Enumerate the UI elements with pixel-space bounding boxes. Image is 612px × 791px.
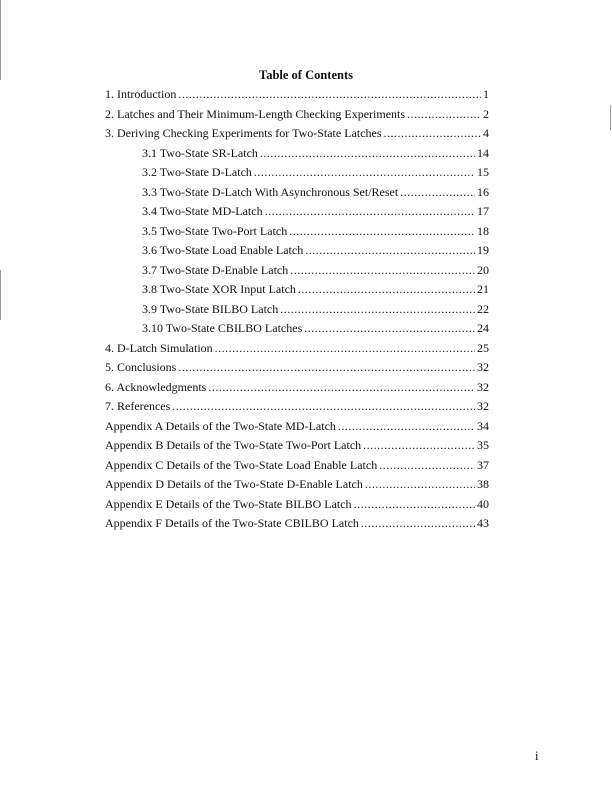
toc-entry-page: 32 [477, 379, 489, 394]
toc-entry-label: 7. References [105, 399, 171, 413]
toc-entry [105, 243, 489, 263]
dot-leader [280, 302, 475, 317]
toc-entry-label: 3.6 Two-State Load Enable Latch [142, 243, 304, 257]
toc-entry-page: 4 [483, 126, 489, 140]
toc-entry-page: 2 [483, 106, 489, 121]
toc-entry-label: 3.7 Two-State D-Enable Latch [142, 262, 289, 277]
toc-entry-label: Appendix D Details of the Two-State D-Enable Latch [105, 477, 363, 491]
toc-entry-label: Appendix E Details of the Two-State BILBO Latch [105, 496, 352, 511]
dot-leader [290, 263, 475, 278]
dot-leader [361, 516, 475, 531]
toc-entry-page: 37 [477, 457, 489, 472]
dot-leader [304, 321, 475, 336]
toc-entry [105, 185, 489, 205]
dot-leader [178, 87, 481, 102]
toc-entry-page: 1 [483, 87, 489, 101]
dot-leader [400, 185, 475, 200]
dot-leader [305, 243, 475, 258]
toc-entry-page: 24 [477, 321, 489, 335]
dot-leader [365, 477, 475, 492]
toc-entry-page: 35 [477, 438, 489, 452]
dot-leader [289, 224, 475, 239]
toc-entry-label: 3. Deriving Checking Experiments for Two-State Latches [105, 126, 382, 140]
toc-entry-page: 15 [477, 165, 489, 179]
toc-entry-page: 17 [477, 204, 489, 218]
toc-entry [105, 126, 489, 146]
dot-leader [260, 146, 475, 161]
scan-edge-mark [610, 105, 611, 130]
toc-entry-label: Appendix C Details of the Two-State Load Enable Latch [105, 457, 378, 472]
toc-entry-page: 14 [477, 145, 489, 160]
toc-entry-label: 1. Introduction [105, 87, 177, 101]
toc-entry [105, 458, 489, 478]
toc-entry [105, 321, 489, 341]
toc-entry-label: 3.4 Two-State MD-Latch [142, 204, 263, 218]
toc-entry-label: Appendix A Details of the Two-State MD-Latch [105, 418, 336, 433]
toc-entry-label: 3.9 Two-State BILBO Latch [142, 301, 279, 316]
toc-entry [105, 438, 489, 458]
toc-entry [105, 263, 489, 283]
toc-entry-page: 43 [477, 516, 489, 530]
toc-entry-page: 20 [477, 262, 489, 277]
page-number: i [535, 749, 539, 763]
dot-leader [254, 165, 475, 180]
dot-leader [363, 438, 475, 453]
dot-leader [208, 380, 475, 395]
toc-entry [105, 107, 489, 127]
toc-entry-page: 38 [477, 477, 489, 491]
toc-entry-label: Appendix B Details of the Two-State Two-Port Latch [105, 438, 362, 452]
dot-leader [338, 419, 475, 434]
toc-entry-label: 5. Conclusions [105, 360, 177, 374]
toc-entry [105, 87, 489, 107]
toc-entry [105, 380, 489, 400]
toc-entry-label: 3.10 Two-State CBILBO Latches [142, 321, 303, 335]
toc-entry-page: 16 [477, 184, 489, 199]
toc-entry-page: 32 [477, 399, 489, 413]
dot-leader [215, 341, 475, 356]
toc-entry-label: 3.1 Two-State SR-Latch [142, 145, 258, 160]
toc-entry-page: 22 [477, 301, 489, 316]
dot-leader [178, 360, 475, 375]
toc-entry [105, 497, 489, 517]
dot-leader [298, 282, 475, 297]
toc-entry-page: 19 [477, 243, 489, 257]
toc-entry-page: 34 [477, 418, 489, 433]
scan-edge-mark [0, 270, 1, 320]
toc-entry-page: 32 [477, 360, 489, 374]
dot-leader [172, 399, 475, 414]
toc-entry [105, 204, 489, 224]
dot-leader [379, 458, 475, 473]
toc-entry-label: 2. Latches and Their Minimum-Length Checking Experiments [105, 106, 406, 121]
toc-entry-label: Appendix F Details of the Two-State CBILBO Latch [105, 516, 359, 530]
toc-list [105, 87, 489, 536]
toc-entry-page: 18 [477, 223, 489, 238]
toc-entry-page: 40 [477, 496, 489, 511]
toc-entry-label: 4. D-Latch Simulation [105, 340, 213, 355]
dot-leader [265, 204, 475, 219]
toc-entry [105, 146, 489, 166]
toc-entry [105, 360, 489, 380]
dot-leader [407, 107, 481, 122]
toc-entry [105, 282, 489, 302]
toc-entry-page: 25 [477, 340, 489, 355]
toc-entry-label: 3.3 Two-State D-Latch With Asynchronous Set/Reset [142, 184, 399, 199]
toc-entry [105, 302, 489, 322]
toc-entry-label: 6. Acknowledgments [105, 379, 207, 394]
toc-entry [105, 477, 489, 497]
toc-entry [105, 419, 489, 439]
toc-entry-label: 3.2 Two-State D-Latch [142, 165, 252, 179]
toc-entry [105, 341, 489, 361]
toc-entry [105, 224, 489, 244]
toc-entry-label: 3.8 Two-State XOR Input Latch [142, 282, 296, 296]
toc-entry [105, 165, 489, 185]
toc-entry-label: 3.5 Two-State Two-Port Latch [142, 223, 288, 238]
toc-entry-page: 21 [477, 282, 489, 296]
dot-leader [354, 497, 475, 512]
toc-entry [105, 399, 489, 419]
toc-entry [105, 516, 489, 536]
dot-leader [384, 126, 481, 141]
toc-title: Table of Contents [259, 68, 353, 82]
